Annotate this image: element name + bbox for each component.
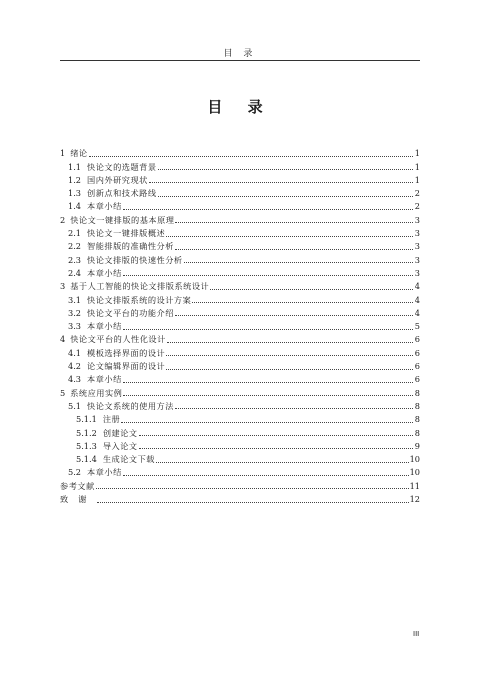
toc-entry-number: 5 (60, 387, 66, 398)
toc-entry-page: 4 (414, 294, 420, 305)
toc-entry-page: 2 (414, 201, 420, 212)
toc-entry-number: 5.2 (68, 467, 82, 478)
toc-entry-label: 绪论 (70, 148, 88, 159)
toc-entry-label: 快论文平台的人性化设计 (70, 334, 166, 345)
toc-entry-label: 生成论文下载 (102, 454, 155, 465)
toc-entry-number: 2.3 (68, 254, 82, 265)
toc-entry-page: 8 (414, 400, 420, 411)
toc-entry-number: 5.1.4 (76, 454, 97, 465)
toc-entry[interactable] (60, 439, 420, 452)
toc-dot-leader (158, 169, 413, 170)
toc-entry[interactable] (60, 292, 420, 305)
toc-entry-page: 1 (414, 161, 420, 172)
toc-entry[interactable] (60, 452, 420, 465)
toc-dot-leader (96, 488, 409, 489)
toc-entry-number: 2 (60, 214, 66, 225)
toc-entry-number: 4.2 (68, 361, 82, 372)
toc-entry-page: 1 (414, 174, 420, 185)
toc-entry[interactable] (60, 359, 420, 372)
toc-entry-number: 1.2 (68, 174, 82, 185)
toc-entry-number: 1.1 (68, 161, 82, 172)
toc-dot-leader (175, 315, 413, 316)
toc-dot-leader (89, 156, 413, 157)
toc-entry-number: 2.4 (68, 267, 82, 278)
toc-entry-page: 3 (414, 254, 420, 265)
toc-entry-number: 1.3 (68, 188, 82, 199)
toc-entry-label: 快论文的选题背景 (87, 161, 157, 172)
toc-entry-number: 5.1.1 (76, 414, 97, 425)
toc-dot-leader (167, 342, 413, 343)
toc-entry-number: 5.1.2 (76, 427, 97, 438)
toc-entry-number: 2.2 (68, 241, 82, 252)
toc-entry[interactable] (60, 385, 420, 398)
header-rule (60, 60, 420, 61)
toc-entry-label: 快论文系统的使用方法 (87, 400, 174, 411)
toc-entry-label: 本章小结 (87, 267, 122, 278)
toc-dot-leader (156, 462, 409, 463)
toc-entry[interactable] (60, 399, 420, 412)
toc-dot-leader (121, 422, 413, 423)
toc-entry-page: 11 (409, 480, 420, 491)
toc-entry-page: 10 (409, 454, 420, 465)
toc-entry[interactable] (60, 332, 420, 345)
toc-entry-page: 9 (414, 440, 420, 451)
toc-entry-page: 2 (414, 188, 420, 199)
toc-dot-leader (123, 329, 413, 330)
toc-entry-page: 6 (414, 334, 420, 345)
toc-dot-leader (139, 435, 413, 436)
toc-entry-number: 2.1 (68, 228, 82, 239)
toc-entry[interactable] (60, 186, 420, 199)
toc-entry-page: 6 (414, 347, 420, 358)
toc-entry-page: 6 (414, 374, 420, 385)
toc-dot-leader (158, 196, 413, 197)
toc-entry[interactable] (60, 492, 420, 505)
toc-entry-label: 系统应用实例 (70, 387, 123, 398)
page-number: III (413, 630, 420, 638)
toc-dot-leader (175, 408, 413, 409)
toc-entry[interactable] (60, 319, 420, 332)
toc-title: 目 录 (207, 98, 273, 116)
toc-dot-leader (192, 302, 413, 303)
toc-dot-leader (123, 275, 413, 276)
toc-dot-leader (123, 395, 413, 396)
toc-entry-label: 导入论文 (102, 440, 138, 451)
toc-entry-label: 注册 (102, 414, 121, 425)
toc-dot-leader (166, 369, 413, 370)
toc-entry-label: 致谢 (60, 494, 97, 505)
toc-entry-page: 1 (414, 148, 420, 159)
toc-entry-label: 基于人工智能的快论文排版系统设计 (70, 281, 210, 292)
toc-entry-page: 4 (414, 281, 420, 292)
toc-dot-leader (175, 222, 413, 223)
toc-entry[interactable] (60, 306, 420, 319)
toc-dot-leader (123, 209, 413, 210)
toc-entry-number: 3 (60, 281, 66, 292)
toc-entry-number: 3.2 (68, 307, 82, 318)
toc-entry[interactable] (60, 279, 420, 292)
toc-entry-label: 智能排版的准确性分析 (87, 241, 174, 252)
toc-entry-label: 快论文平台的功能介绍 (87, 307, 174, 318)
toc-entry-label: 本章小结 (87, 201, 122, 212)
toc-entry[interactable] (60, 146, 420, 159)
toc-entry-page: 3 (414, 267, 420, 278)
toc-entry-page: 3 (414, 241, 420, 252)
toc-dot-leader (97, 502, 408, 503)
toc-entry[interactable] (60, 199, 420, 212)
toc-dot-leader (149, 182, 413, 183)
toc-entry-page: 4 (414, 307, 420, 318)
toc-entry-label: 快论文一键排版概述 (87, 228, 166, 239)
toc-entry[interactable] (60, 252, 420, 265)
toc-entry[interactable] (60, 372, 420, 385)
toc-dot-leader (166, 236, 413, 237)
toc-entry[interactable] (60, 159, 420, 172)
toc-entry-label: 快论文排版的快速性分析 (87, 254, 183, 265)
toc-entry-page: 10 (409, 467, 420, 478)
toc-entry[interactable] (60, 212, 420, 225)
toc-entry-label: 国内外研究现状 (87, 174, 148, 185)
toc-entry-number: 4 (60, 334, 66, 345)
toc-entry[interactable] (60, 173, 420, 186)
toc-entry-label: 本章小结 (87, 374, 122, 385)
toc-dot-leader (175, 249, 413, 250)
toc-entry-page: 12 (409, 494, 420, 505)
toc-entry[interactable] (60, 345, 420, 358)
toc-entry-number: 3.3 (68, 321, 82, 332)
toc-dot-leader (123, 475, 409, 476)
toc-entry-label: 参考文献 (60, 480, 95, 491)
toc-entry[interactable] (60, 465, 420, 478)
toc-entry[interactable] (60, 412, 420, 425)
toc-entry-label: 本章小结 (87, 321, 122, 332)
toc-entry[interactable] (60, 226, 420, 239)
toc-entry-page: 6 (414, 361, 420, 372)
table-of-contents (60, 146, 420, 505)
toc-entry-label: 创新点和技术路线 (87, 188, 157, 199)
toc-entry-page: 8 (414, 387, 420, 398)
toc-entry-page: 3 (414, 228, 420, 239)
toc-entry[interactable] (60, 266, 420, 279)
toc-entry-number: 5.1.3 (76, 440, 97, 451)
toc-entry[interactable] (60, 239, 420, 252)
toc-dot-leader (184, 262, 413, 263)
toc-entry-page: 5 (414, 321, 420, 332)
toc-entry[interactable] (60, 425, 420, 438)
toc-entry-label: 创建论文 (102, 427, 138, 438)
toc-entry-number: 5.1 (68, 400, 82, 411)
toc-entry-number: 4.3 (68, 374, 82, 385)
toc-entry-number: 1 (60, 148, 66, 159)
toc-dot-leader (166, 355, 413, 356)
toc-entry-number: 3.1 (68, 294, 82, 305)
running-header: 目 录 (223, 49, 257, 59)
toc-entry-page: 3 (414, 214, 420, 225)
toc-entry-label: 本章小结 (87, 467, 122, 478)
toc-dot-leader (123, 382, 413, 383)
toc-entry-label: 模板选择界面的设计 (87, 347, 166, 358)
toc-entry-label: 快论文排版系统的设计方案 (87, 294, 192, 305)
toc-entry-label: 论文编辑界面的设计 (87, 361, 166, 372)
toc-entry-page: 8 (414, 414, 420, 425)
toc-dot-leader (139, 448, 413, 449)
toc-entry-number: 4.1 (68, 347, 82, 358)
toc-entry[interactable] (60, 478, 420, 491)
toc-entry-page: 8 (414, 427, 420, 438)
toc-entry-label: 快论文一键排版的基本原理 (70, 214, 175, 225)
toc-dot-leader (210, 289, 413, 290)
toc-entry-number: 1.4 (68, 201, 82, 212)
